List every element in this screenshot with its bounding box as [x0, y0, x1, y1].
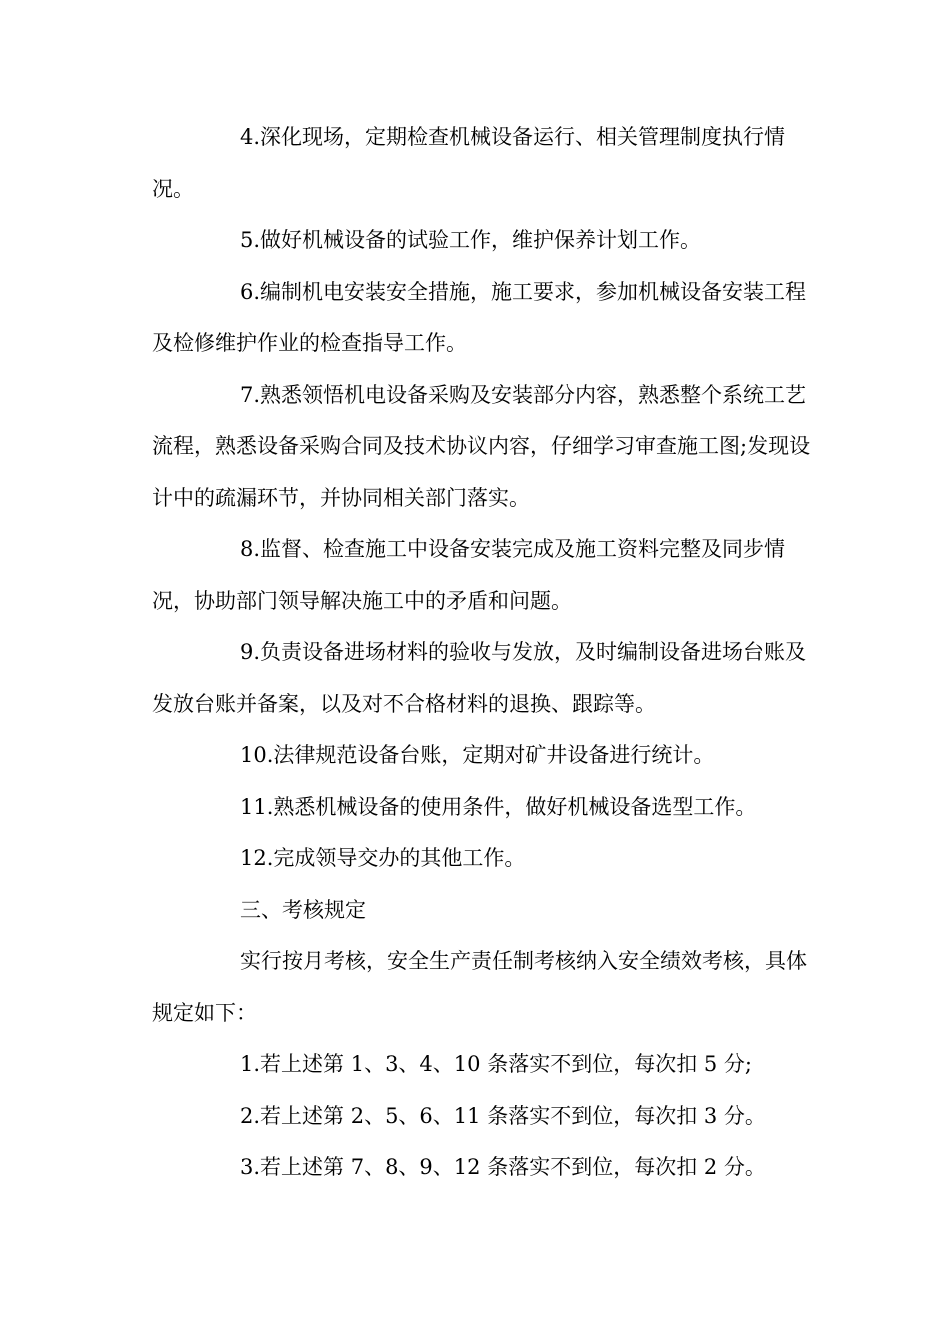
rule-item-1: 1.若上述第 1、3、4、10 条落实不到位，每次扣 5 分; — [240, 1052, 752, 1076]
paragraph-item-8: 8.监督、检查施工中设备安装完成及施工资料完整及同步情况，协助部门领导解决施工中的矛盾和问题。 — [152, 537, 786, 613]
document-body — [152, 112, 812, 1194]
rule-item-3: 3.若上述第 7、8、9、12 条落实不到位，每次扣 2 分。 — [240, 1155, 766, 1179]
paragraph-item-12: 12.完成领导交办的其他工作。 — [240, 846, 526, 870]
paragraph-item-5: 5.做好机械设备的试验工作，维护保养计划工作。 — [240, 228, 702, 252]
paragraph-item-11: 11.熟悉机械设备的使用条件，做好机械设备选型工作。 — [240, 794, 757, 819]
rule-item-2: 2.若上述第 2、5、6、11 条落实不到位，每次扣 3 分。 — [240, 1103, 766, 1128]
paragraph-item-10: 10.法律规范设备台账，定期对矿井设备进行统计。 — [240, 743, 715, 767]
paragraph-item-4: 4.深化现场，定期检查机械设备运行、相关管理制度执行情况。 — [152, 125, 786, 201]
paragraph-item-6: 6.编制机电安装安全措施，施工要求，参加机械设备安装工程及检修维护作业的检查指导工作。 — [152, 279, 807, 355]
paragraph-item-9: 9.负责设备进场材料的验收与发放，及时编制设备进场台账及发放台账并备案，以及对不合格材料的退换、跟踪等。 — [152, 640, 807, 716]
section-intro: 实行按月考核，安全生产责任制考核纳入安全绩效考核，具体规定如下： — [152, 949, 807, 1025]
paragraph-item-7: 7.熟悉领悟机电设备采购及安装部分内容，熟悉整个系统工艺流程，熟悉设备采购合同及技术协议内容，仔细学习审查施工图;发现设计中的疏漏环节，并协同相关部门落实。 — [152, 382, 811, 510]
section-heading: 三、考核规定 — [240, 897, 366, 922]
